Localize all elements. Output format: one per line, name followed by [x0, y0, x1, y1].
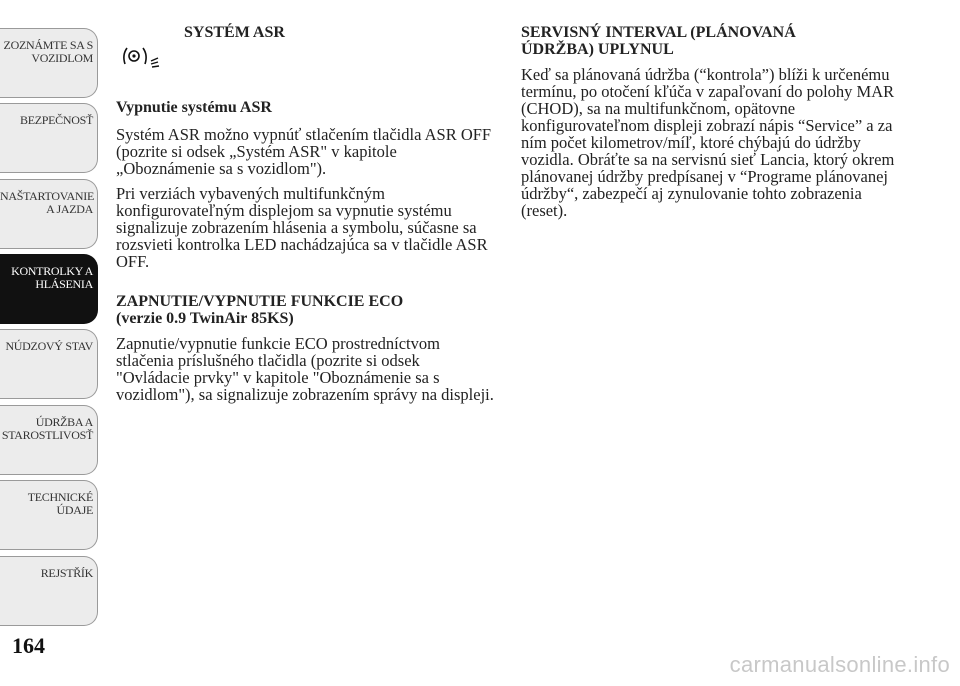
tab-label: ÚDRŽBA A STAROSTLIVOSŤ — [1, 415, 93, 442]
tab-nudzovy-stav[interactable] — [0, 329, 98, 399]
tab-label: KONTROLKY A HLÁSENIA — [11, 264, 93, 291]
tab-label: REJSTŘÍK — [40, 566, 93, 580]
tab-zoznamte-sa-s-vozidlom[interactable] — [0, 28, 98, 98]
tab-label: NAŠTARTOVANIE A JAZDA — [0, 189, 94, 216]
tab-label: TECHNICKÉ ÚDAJE — [27, 490, 93, 517]
tab-rejstrik[interactable] — [0, 556, 98, 626]
eco-heading-version: (verzie 0.9 TwinAir 85KS) — [116, 310, 294, 327]
tab-label: BEZPEČNOSŤ — [19, 113, 93, 127]
tab-udrzba-a-starostlivost[interactable] — [0, 405, 98, 475]
asr-off-heading: Vypnutie systému ASR — [116, 99, 272, 116]
asr-title: SYSTÉM ASR — [184, 24, 285, 41]
service-heading-2: ÚDRŽBA) UPLYNUL — [521, 41, 674, 58]
eco-heading: ZAPNUTIE/VYPNUTIE FUNKCIE ECO — [116, 293, 404, 310]
left-column — [116, 24, 496, 403]
asr-off-paragraph-1: Systém ASR možno vypnúť stlačením tlačidla ASR OFF (pozrite si odsek „Systém ASR" v kapitole „Oboznámenie sa s vozidlom"). — [116, 125, 492, 178]
tab-technicke-udaje[interactable] — [0, 480, 98, 550]
service-paragraph: Keď sa plánovaná údržba (“kontrola”) blíži k určenému termínu, po otočení kľúča v zapaľovaní do polohy MAR (CHOD), sa na multifunkčnom, opätovne konfigurovateľnom displeji zobrazí nápis “Service” a za ním počet kilometrov/míľ, ktoré chýbajú do údržby vozidla. Obráťte sa na servisnú sieť Lancia, ktorý okrem plánovanej údržby predpísanej v “Programe plánovanej údržby“, zabezpečí aj zynulovanie tohto zobrazenia (reset). — [521, 65, 895, 220]
tab-kontrolky-a-hlasenia[interactable] — [0, 254, 98, 324]
tab-label: NÚDZOVÝ STAV — [5, 339, 93, 353]
service-heading: SERVISNÝ INTERVAL (PLÁNOVANÁ — [521, 24, 796, 41]
tab-nastartovanie-a-jazda[interactable] — [0, 179, 98, 249]
watermark: carmanualsonline.info — [729, 652, 950, 677]
right-column — [521, 24, 905, 219]
asr-off-paragraph-2: Pri verziách vybavených multifunkčným konfigurovateľným displejom sa vypnutie systému signalizuje zobrazením hlásenia a symbolu, súčasne sa rozsvieti kontrolka LED nachádzajúca sa v tlačidle ASR OFF. — [116, 184, 488, 271]
eco-paragraph: Zapnutie/vypnutie funkcie ECO prostredníctvom stlačenia príslušného tlačidla (pozrite si odsek "Ovládacie prvky" v kapitole "Oboznámenie sa s vozidlom"), sa signalizuje zobrazením správy na displeji. — [116, 334, 494, 404]
page-number: 164 — [12, 633, 45, 658]
tab-label: ZOZNÁMTE SA S VOZIDLOM — [3, 38, 93, 65]
tab-bezpecnost[interactable] — [0, 103, 98, 173]
